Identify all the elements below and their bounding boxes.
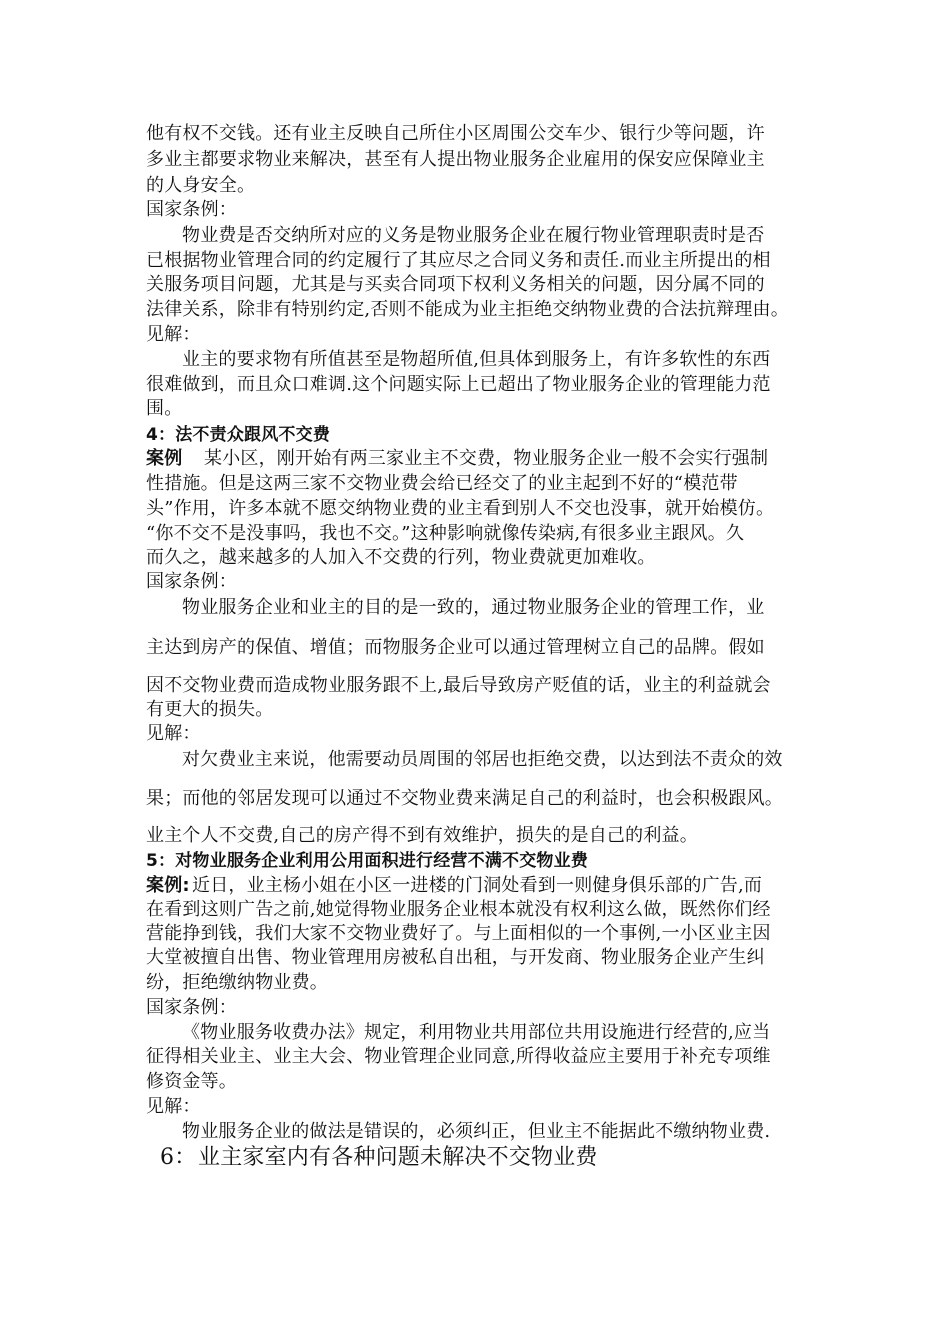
paragraph-line: 法律关系，除非有特别约定,否则不能成为业主拒绝交纳物业费的合法抗辩理由。 bbox=[146, 299, 789, 320]
paragraph-line: 果；而他的邻居发现可以通过不交物业费来满足自己的利益时，也会积极跟风。 bbox=[146, 788, 783, 809]
paragraph-line: 纷，拒绝缴纳物业费。 bbox=[146, 972, 328, 993]
paragraph-line: 而久之，越来越多的人加入不交费的行列，物业费就更加难收。 bbox=[146, 547, 656, 568]
section-label: 见解： bbox=[146, 1096, 201, 1117]
paragraph-line: 围。 bbox=[146, 398, 183, 419]
paragraph-line: 物业服务企业的做法是错误的，必须纠正，但业主不能据此不缴纳物业费. bbox=[182, 1121, 771, 1142]
paragraph-line: 某小区，刚开始有两三家业主不交费，物业服务企业一般不会实行强制 bbox=[204, 448, 769, 469]
paragraph-line: 在看到这则广告之前,她觉得物业服务企业根本就没有权利这么做，既然你们经 bbox=[146, 899, 771, 920]
paragraph-line: 征得相关业主、业主大会、物业管理企业同意,所得收益应主要用于补充专项维 bbox=[146, 1046, 771, 1067]
section-label: 见解： bbox=[146, 324, 201, 345]
paragraph-line: 性措施。但是这两三家不交物业费会给已经交了的业主起到不好的“模范带 bbox=[146, 473, 738, 494]
case-label: 案例: bbox=[146, 875, 190, 896]
paragraph-line: 物业费是否交纳所对应的义务是物业服务企业在履行物业管理职责时是否 bbox=[182, 225, 765, 246]
case-label: 案例 bbox=[146, 448, 183, 469]
heading-4: 4：法不责众跟风不交费 bbox=[146, 425, 331, 445]
paragraph-line: 营能挣到钱，我们大家不交物业费好了。与上面相似的一个事例,一小区业主因 bbox=[146, 923, 771, 944]
paragraph-line: 头”作用，许多本就不愿交纳物业费的业主看到别人不交也没事，就开始模仿。 bbox=[146, 498, 775, 519]
paragraph-line: 《物业服务收费办法》规定，利用物业共用部位共用设施进行经营的,应当 bbox=[182, 1022, 771, 1043]
paragraph-line: 很难做到，而且众口难调.这个问题实际上已超出了物业服务企业的管理能力范 bbox=[146, 374, 771, 395]
paragraph-line: 物业服务企业和业主的目的是一致的，通过物业服务企业的管理工作，业 bbox=[182, 597, 765, 618]
paragraph-line: 关服务项目问题，尤其是与买卖合同项下权利义务相关的问题，因分属不同的 bbox=[146, 274, 765, 295]
paragraph-line: “你不交不是没事吗，我也不交。”这种影响就像传染病,有很多业主跟风。久 bbox=[146, 523, 745, 544]
section-label: 国家条例： bbox=[146, 997, 237, 1018]
paragraph-line: 对欠费业主来说，他需要动员周围的邻居也拒绝交费，以达到法不责众的效 bbox=[182, 749, 783, 770]
paragraph-line: 因不交物业费而造成物业服务跟不上,最后导致房产贬值的话，业主的利益就会 bbox=[146, 675, 771, 696]
section-label: 国家条例： bbox=[146, 571, 237, 592]
paragraph-line: 业主个人不交费,自己的房产得不到有效维护，损失的是自己的利益。 bbox=[146, 825, 698, 846]
heading-6-number: 6： bbox=[160, 1145, 197, 1170]
heading-5: 5：对物业服务企业利用公用面积进行经营不满不交物业费 bbox=[146, 851, 589, 871]
section-label: 国家条例： bbox=[146, 199, 237, 220]
paragraph-line: 他有权不交钱。还有业主反映自己所住小区周围公交车少、银行少等问题，许 bbox=[146, 123, 765, 144]
paragraph-line: 主达到房产的保值、增值；而物服务企业可以通过管理树立自己的品牌。假如 bbox=[146, 637, 765, 658]
paragraph-line: 多业主都要求物业来解决，甚至有人提出物业服务企业雇用的保安应保障业主 bbox=[146, 149, 765, 170]
paragraph-line: 业主的要求物有所值甚至是物超所值,但具体到服务上，有许多软性的东西 bbox=[182, 349, 771, 370]
paragraph-line: 近日，业主杨小姐在小区一进楼的门洞处看到一则健身俱乐部的广告,而 bbox=[192, 875, 763, 896]
heading-6: 业主家室内有各种问题未解决不交物业费 bbox=[198, 1145, 598, 1170]
paragraph-line: 已根据物业管理合同的约定履行了其应尽之合同义务和责任.而业主所提出的相 bbox=[146, 250, 771, 271]
paragraph-line: 修资金等。 bbox=[146, 1071, 237, 1092]
section-label: 见解： bbox=[146, 723, 201, 744]
paragraph-line: 的人身安全。 bbox=[146, 175, 256, 196]
paragraph-line: 大堂被擅自出售、物业管理用房被私自出租，与开发商、物业服务企业产生纠 bbox=[146, 947, 765, 968]
paragraph-line: 有更大的损失。 bbox=[146, 699, 274, 720]
